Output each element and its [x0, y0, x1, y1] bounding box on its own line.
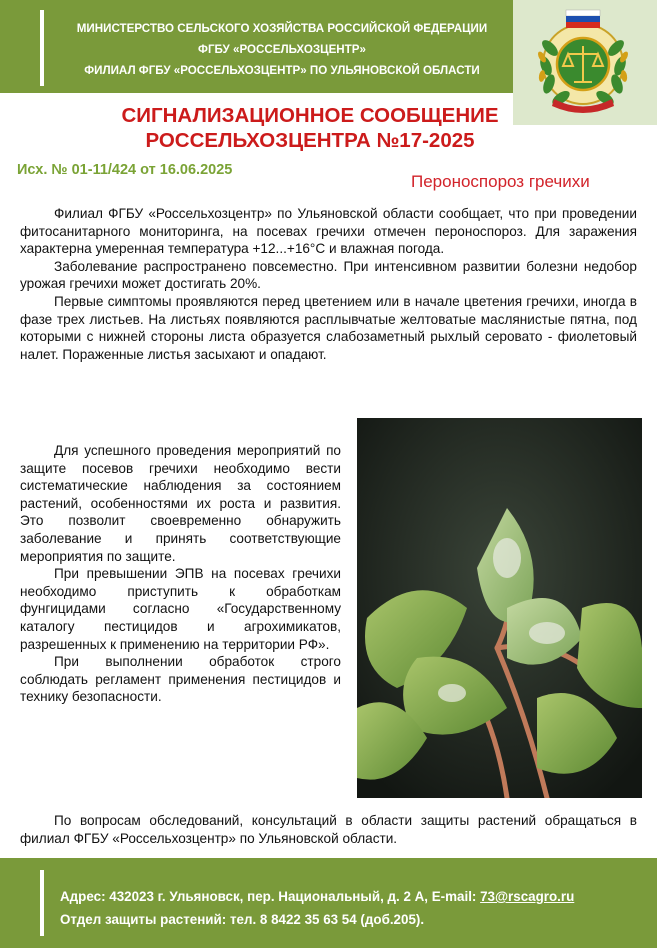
disease-name: Пероноспороз гречихи	[411, 172, 590, 191]
title-line-2: РОССЕЛЬХОЗЦЕНТРА №17-2025	[145, 129, 475, 152]
footer-address-line	[60, 885, 574, 908]
header-accent-bar	[40, 10, 44, 86]
paragraph-safety: При выполнении обработок строго соблюдать регламент применения пестицидов и технику безопасности.	[20, 654, 341, 705]
reference-number: Исх. № 01-11/424 от 16.06.2025	[17, 162, 233, 178]
footer-contacts	[60, 885, 574, 931]
header-line-branch: ФИЛИАЛ ФГБУ «РОССЕЛЬХОЗЦЕНТР» ПО УЛЬЯНОВСКОЙ ОБЛАСТИ	[84, 64, 480, 77]
paragraph-monitoring: Филиал ФГБУ «Россельхозцентр» по Ульяновской области сообщает, что при проведении фитосанитарного мониторинга, на посевах гречихи отмечен пероноспороз. Для заражения характерна умеренная температура +12...+16°С и влажная погода.	[20, 206, 637, 257]
header-line-ministry: МИНИСТЕРСТВО СЕЛЬСКОГО ХОЗЯЙСТВА РОССИЙСКОЙ ФЕДЕРАЦИИ	[76, 22, 488, 35]
header-line-fgbu: ФГБУ «РОССЕЛЬХОЗЦЕНТР»	[198, 43, 366, 56]
footer-department: Отдел защиты растений: тел. 8 8422 35 63 54 (доб.205).	[60, 912, 425, 927]
contact-text	[20, 812, 637, 847]
paragraph-symptoms: Первые симптомы проявляются перед цветением или в начале цветения гречихи, иногда в фазе трех листьев. На листьях появляются расплывчатые желтоватые маслянистые пятна, под которыми с нижней стороны листа образуется слабозаметный рыхлый серовато - фиолетовый налет. Пораженные листья засыхают и опадают.	[20, 293, 637, 362]
paragraph-fungicides: При превышении ЭПВ на посевах гречихи необходимо приступить к обработкам фунгицидами согласно «Государственному каталогу пестицидов и агрохимикатов, разрешенных к применению на территории РФ».	[20, 566, 341, 652]
intro-text	[20, 205, 637, 363]
footer-email-link[interactable]: 73@rscagro.ru	[480, 889, 575, 904]
rosselkhoztsentr-emblem-icon	[528, 6, 638, 116]
paragraph-contact: По вопросам обследований, консультаций в области защиты растений обращаться в филиал ФГБУ «Россельхозцентр» по Ульяновской области.	[20, 813, 637, 846]
footer-band	[0, 858, 657, 948]
recommendations-text	[20, 442, 341, 706]
paragraph-monitoring-advice: Для успешного проведения мероприятий по защите посевов гречихи необходимо вести систематические наблюдения за состоянием растений, особенностями их роста и развития. Это позволит своевременно обнаружить заболевание и принять соответствующие мероприятия по защите.	[20, 443, 341, 564]
title-line-1: СИГНАЛИЗАЦИОННОЕ СООБЩЕНИЕ	[121, 104, 499, 127]
header-organization	[52, 18, 512, 81]
paragraph-spread: Заболевание распространено повсеместно. При интенсивном развитии болезни недобор урожая гречихи может достигать 20%.	[20, 258, 637, 292]
page-title	[60, 103, 560, 153]
buckwheat-leaves-photo	[357, 418, 642, 798]
footer-accent-bar	[40, 870, 44, 936]
footer-address: Адрес: 432023 г. Ульяновск, пер. Национальный, д. 2 А, E-mail:	[60, 889, 481, 904]
